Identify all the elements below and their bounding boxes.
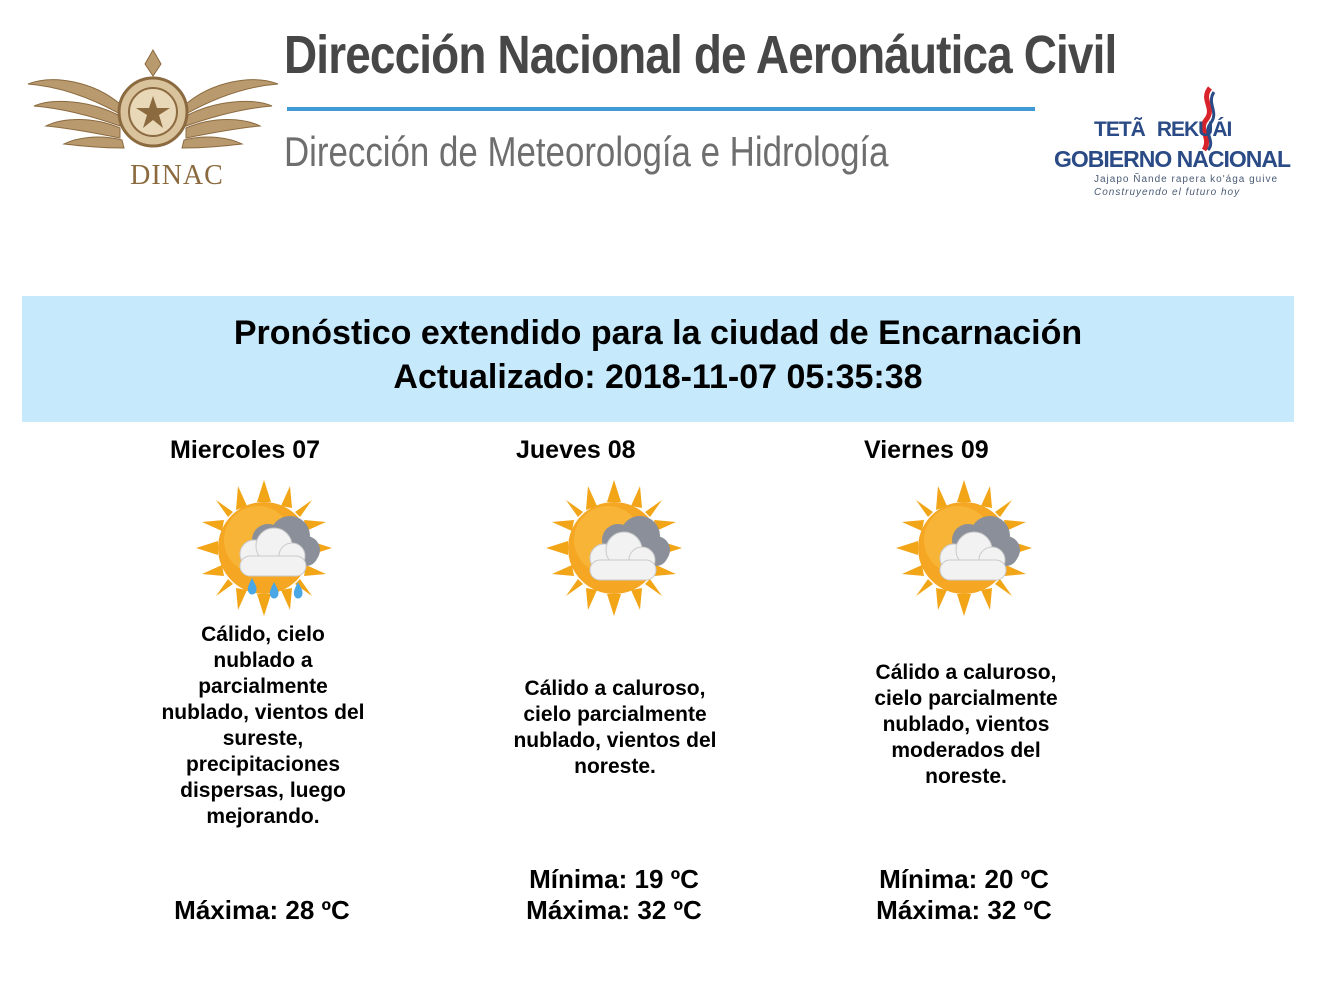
forecast-title: Pronóstico extendido para la ciudad de Encarnación [233, 314, 1083, 352]
gov-logo-line1-left: TETÃ [1094, 118, 1145, 141]
day-description: Cálido a caluroso, cielo parcialmente nublado, vientos moderados del noreste. [874, 661, 1058, 788]
title-divider [287, 107, 1035, 111]
forecast-banner [22, 296, 1294, 422]
day-name: Jueves 08 [516, 436, 636, 464]
day-name: Miercoles 07 [170, 436, 321, 464]
day-description: Cálido a caluroso, cielo parcialmente nublado, vientos del noreste. [513, 677, 717, 778]
gov-logo-line1 [1094, 118, 1231, 142]
page-header [0, 0, 1323, 230]
updated-timestamp: Actualizado: 2018-11-07 05:35:38 [393, 358, 923, 396]
sun-cloud-icon [894, 478, 1034, 618]
gov-logo-line2: GOBIERNO NACIONAL [1054, 146, 1290, 172]
day-max-temp: Máxima: 32 ºC [526, 895, 702, 925]
dinac-logo [24, 42, 282, 202]
gov-logo-line1-right: REKUÁI [1156, 118, 1232, 141]
forecast-day-2 [513, 430, 816, 950]
day-min-temp: Mínima: 20 ºC [879, 864, 1049, 894]
page-title: Dirección Nacional de Aeronáutica Civil [284, 25, 1117, 85]
page-subtitle: Dirección de Meteorología e Hidrología [284, 128, 889, 175]
day-name: Viernes 09 [864, 436, 989, 464]
sun-cloud-rain-icon [194, 478, 334, 618]
day-min-temp: Mínima: 19 ºC [529, 864, 699, 894]
forecast-day-3 [864, 430, 1164, 950]
dinac-logo-text: DINAC [130, 160, 224, 191]
day-description: Cálido, cielo nublado a parcialmente nublado, vientos del sureste, precipitaciones dispersas, luego mejorando. [161, 623, 365, 828]
day-max-temp: Máxima: 28 ºC [174, 895, 350, 925]
forecast-day-1 [161, 430, 470, 950]
sun-cloud-icon [544, 478, 684, 618]
gov-logo-tagline-guarani: Jajapo Ñande rapera ko'ága guive [1094, 174, 1279, 185]
gov-logo-tagline-spanish: Construyendo el futuro hoy [1094, 187, 1241, 198]
day-max-temp: Máxima: 32 ºC [876, 895, 1052, 925]
government-logo [1050, 86, 1290, 206]
